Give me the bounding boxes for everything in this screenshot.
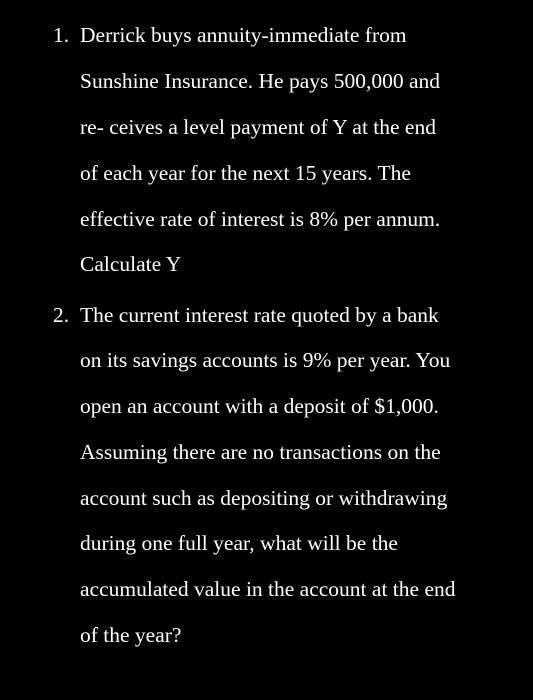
question-text-line: of each year for the next 15 years. The (80, 161, 411, 185)
question-text-line: Calculate Y (80, 252, 182, 276)
question-text-line: The current interest rate quoted by a bank (80, 303, 439, 327)
question-text-line: accumulated value in the account at the end (80, 577, 456, 601)
question-text-line: during one full year, what will be the (80, 531, 398, 555)
question-text-line: account such as depositing or withdrawing (80, 486, 448, 510)
question-text-line: open an account with a deposit of $1,000. (80, 394, 439, 418)
question-text-line: re- ceives a level payment of Y at the end (80, 115, 436, 139)
question-text-line: on its savings accounts is 9% per year. You (80, 348, 451, 372)
question-text-line: Assuming there are no transactions on the (80, 440, 441, 464)
question-text-line: of the year? (80, 623, 182, 647)
question-text-line: Sunshine Insurance. He pays 500,000 and (80, 69, 441, 93)
question-text-line: Derrick buys annuity-immediate from (80, 23, 407, 47)
question-number: 2. (53, 303, 70, 327)
question-number: 1. (53, 23, 70, 47)
question-text-line: effective rate of interest is 8% per annum. (80, 207, 441, 231)
